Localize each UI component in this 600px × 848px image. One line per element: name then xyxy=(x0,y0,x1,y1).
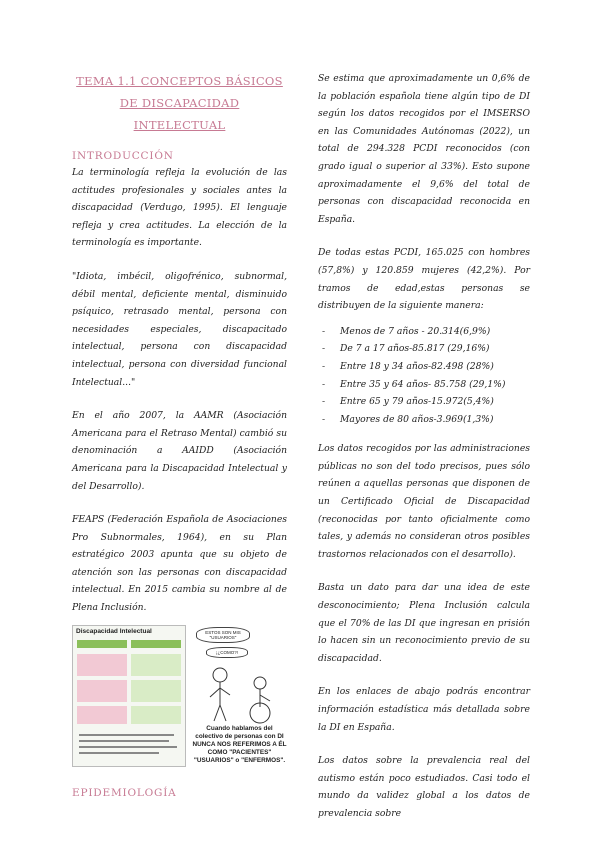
speech-bubble: ESTOS SON MIS "USUARIOS" xyxy=(196,627,250,643)
list-item: - Mayores de 80 años-3.969(1,3%) xyxy=(318,411,530,429)
prison-paragraph: Basta un dato para dar una idea de este desconocimiento; Plena Inclusión calcula que el 70% de las DI que ingresan en prisión lo hacen sin un reconocimiento previo de su discapacidad. xyxy=(318,582,530,664)
epidemiology-heading: EPIDEMIOLOGÍA xyxy=(72,786,177,799)
infographic-block xyxy=(131,706,181,724)
infographic-line xyxy=(79,734,174,736)
cartoon-caption: Cuando hablamos del colectivo de personas con DI NUNCA NOS REFERIMOS A ÉL COMO "PACIENTES" "USUARIOS" o "ENFERMOS". xyxy=(192,724,287,764)
autism-paragraph: Los datos sobre la prevalencia real del autismo están poco estudiados. Casi todo el mundo da validez global a los datos de prevalencia sobre xyxy=(318,755,530,819)
age-distribution-list xyxy=(318,323,530,429)
infographic-block xyxy=(77,654,127,676)
links-paragraph: En los enlaces de abajo podrás encontrar información estadística más detallada sobre la DI en España. xyxy=(318,686,530,733)
data-precision-paragraph: Los datos recogidos por las administraciones públicas no son del todo precisos, pues sólo reúnen a aquellas personas que disponen de un Certificado Oficial de Discapacidad (reconocidas por tanto oficialmente como tales, y además no consideran otros posibles trastornos relacionados con el desarrollo). xyxy=(318,443,530,560)
list-item: - Entre 65 y 79 años-15.972(5,4%) xyxy=(318,393,530,411)
feaps-paragraph: FEAPS (Federación Española de Asociaciones Pro Subnormales, 1964), en su Plan estratégico 2003 apunta que su objeto de atención son las personas con discapacidad intelectual. En 2015 cambia su nombre al de Plena Inclusión. xyxy=(72,514,287,614)
aamr-paragraph: En el año 2007, la AAMR (Asociación Americana para el Retraso Mental) cambió su denominación a AAIDD (Asociación Americana para la Discapacidad Intelectual y del Desarrollo). xyxy=(72,410,287,492)
left-column xyxy=(72,70,287,801)
list-item: - Entre 35 y 64 años- 85.758 (29,1%) xyxy=(318,376,530,394)
gender-paragraph: De todas estas PCDI, 165.025 con hombres (57,8%) y 120.859 mujeres (42,2%). Por tramos de edad,estas personas se distribuyen de la siguiente manera: xyxy=(318,247,530,312)
terminology-quote: "Idiota, imbécil, oligofrénico, subnormal, débil mental, deficiente mental, disminuido psíquico, retrasado mental, persona con necesidades especiales, discapacitado intelectual, persona con discapacidad intelectual, persona con diversidad funcional Intelectual..." xyxy=(72,270,287,388)
page-title: TEMA 1.1 CONCEPTOS BÁSICOS DE DISCAPACIDAD INTELECTUAL xyxy=(76,74,283,132)
intro-paragraph-1: La terminología refleja la evolución de las actitudes profesionales y sociales antes la discapacidad (Verdugo, 1995). El lenguaje refleja y crea actitudes. La elección de la terminología es importante. xyxy=(72,167,287,249)
intro-heading: INTRODUCCIÓN xyxy=(72,150,174,162)
infographic-bar xyxy=(77,640,127,648)
list-item: - Menos de 7 años - 20.314(6,9%) xyxy=(318,323,530,341)
infographic-bar xyxy=(131,640,181,648)
image-row xyxy=(72,625,287,767)
infographic-title: Discapacidad Intelectual xyxy=(76,627,152,635)
list-item: - Entre 18 y 34 años-82.498 (28%) xyxy=(318,358,530,376)
cartoon-image xyxy=(192,625,287,765)
infographic-line xyxy=(79,752,159,754)
infographic-line xyxy=(79,746,177,748)
infographic-block xyxy=(77,706,127,724)
right-column xyxy=(318,70,530,839)
prevalence-paragraph: Se estima que aproximadamente un 0,6% de la población española tiene algún tipo de DI según los datos recogidos por el IMSERSO en las Comunidades Autónomas (2022), un total de 294.328 PCDI reconocidos (con grado igual o superior al 33%). Esto supone aproximadamente el 9,6% del total de personas con discapacidad reconocida en España. xyxy=(318,73,530,225)
speech-bubble: ¡¿COMO?! xyxy=(206,647,248,658)
cartoon-figures xyxy=(192,655,287,725)
infographic-block xyxy=(131,680,181,702)
list-item: - De 7 a 17 años-85.817 (29,16%) xyxy=(318,340,530,358)
infographic-image xyxy=(72,625,186,767)
infographic-block xyxy=(131,654,181,676)
infographic-block xyxy=(77,680,127,702)
infographic-line xyxy=(79,740,169,742)
